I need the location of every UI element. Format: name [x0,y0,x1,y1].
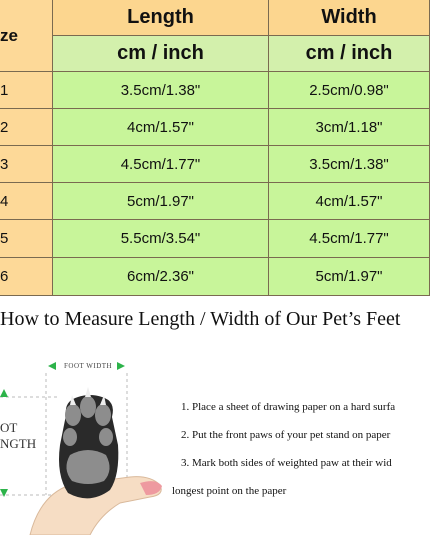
width-header: Width [321,6,377,28]
size-value: 3 [0,155,9,173]
length-value: 3.5cm/1.38" [120,81,201,99]
width-cell [269,183,430,220]
width-cell [269,220,430,258]
width-value: 2.5cm/0.98" [309,81,389,99]
left-arrow-icon [48,362,56,370]
size-value: 6 [0,268,9,285]
size-value: 5 [0,230,9,247]
length-header-cell [53,0,269,36]
width-value: 5cm/1.97" [315,268,383,285]
right-arrow-icon [117,362,125,370]
down-arrow-icon [0,489,8,497]
length-value: 5.5cm/3.54" [120,230,201,247]
length-unit: cm / inch [117,42,204,64]
length-cell [53,258,269,296]
length-cell [53,109,269,146]
step-1: 1. Place a sheet of drawing paper on a hard surfa [181,401,396,413]
size-header: ze [0,25,18,45]
length-cell [53,146,269,183]
size-value: 2 [0,118,9,136]
width-value: 3cm/1.18" [315,118,383,136]
foot-width-label: FOOT WIDTH [64,362,113,370]
length-value: 4.5cm/1.77" [120,155,201,173]
size-cell [0,220,53,258]
up-arrow-icon [0,389,8,397]
foot-length-label-line2: NGTH [0,436,37,451]
step-2: 2. Put the front paws of your pet stand on paper [181,429,391,441]
length-value: 5cm/1.97" [126,192,195,210]
size-header-cell [0,0,53,72]
width-value: 3.5cm/1.38" [309,155,389,173]
width-cell [269,146,430,183]
size-cell [0,183,53,220]
width-value: 4.5cm/1.77" [309,230,389,247]
step-3-continued: longest point on the paper [172,485,287,497]
size-cell [0,146,53,183]
length-cell [53,72,269,109]
length-unit-cell [53,36,269,72]
size-value: 4 [0,192,9,210]
length-header: Length [127,6,194,28]
size-cell [0,72,53,109]
size-cell [0,109,53,146]
measure-instructions-title: How to Measure Length / Width of Our Pet’s Feet [0,308,401,330]
width-unit-cell [269,36,430,72]
length-value: 6cm/2.36" [126,268,195,285]
length-cell [53,220,269,258]
paw-measurement-diagram [0,345,170,535]
width-cell [269,258,430,296]
width-unit: cm / inch [305,42,393,64]
width-cell [269,72,430,109]
width-value: 4cm/1.57" [315,192,383,210]
width-cell [269,109,430,146]
length-value: 4cm/1.57" [126,118,195,136]
foot-length-label-line1: OT [0,420,18,435]
size-value: 1 [0,81,9,99]
step-3: 3. Mark both sides of weighted paw at their wid [181,457,392,469]
length-cell [53,183,269,220]
foot-length-label [0,420,36,452]
size-cell [0,258,53,296]
width-header-cell [269,0,430,36]
